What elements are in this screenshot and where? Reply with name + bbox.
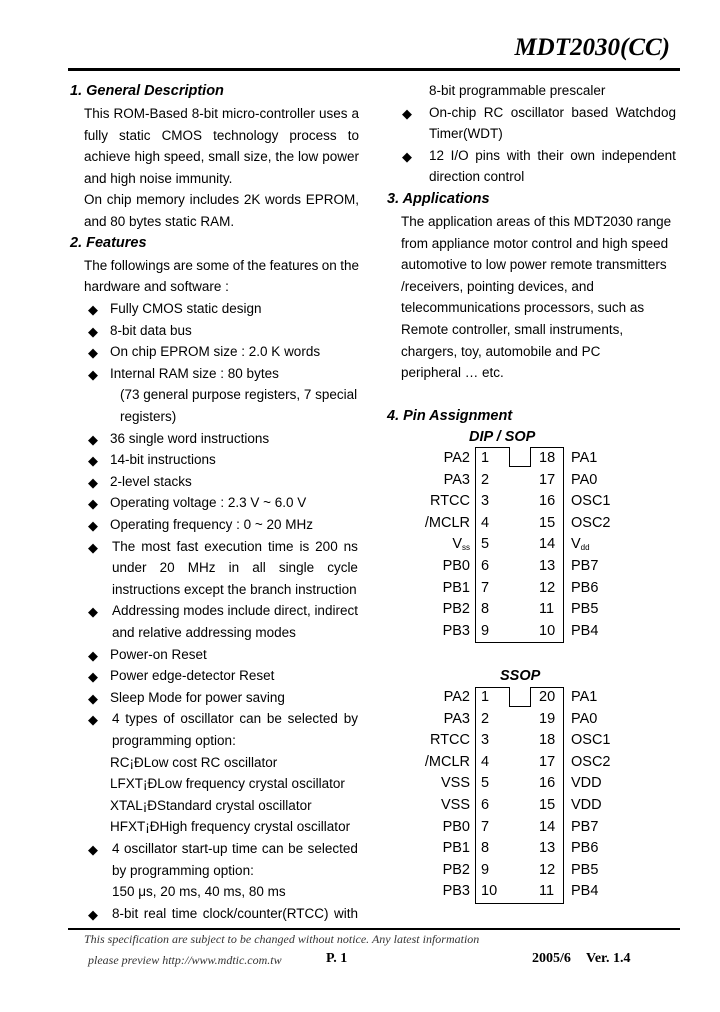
pin-number: 6 (481, 797, 490, 813)
bullet-icon: ◆ (88, 539, 98, 555)
pin-number: 14 (539, 818, 556, 835)
footer-version: Ver. 1.4 (586, 951, 631, 966)
pin-name: OSC2 (571, 514, 611, 531)
features-intro-line: hardware and software : (84, 279, 229, 294)
pin-name: PB0 (442, 558, 470, 574)
pin-name: PB1 (442, 579, 470, 596)
pin-number: 11 (539, 601, 555, 618)
pin-number: 5 (481, 536, 490, 553)
application-line: peripheral … etc. (401, 365, 504, 381)
pin-name: PB7 (571, 558, 599, 574)
pin-number: 9 (481, 622, 490, 639)
bullet-icon: ◆ (88, 345, 98, 361)
bullet-icon: ◆ (88, 518, 98, 533)
bullet-icon: ◆ (88, 323, 98, 339)
general-heading: 1. General Description (70, 83, 224, 99)
feature-item: Operating voltage : 2.3 V ~ 6.0 V (110, 495, 307, 511)
feature-item: by programming option: (112, 862, 254, 878)
ssop-chip-notch (509, 687, 531, 707)
applications-heading: 3. Applications (387, 191, 490, 207)
pin-name: VDD (571, 797, 602, 813)
pin-name: PA3 (443, 710, 470, 727)
pin-number: 1 (481, 450, 490, 466)
pin-name: PB5 (571, 861, 599, 878)
bullet-icon: ◆ (88, 906, 98, 922)
pin-number: 7 (481, 579, 490, 596)
feature-item: instructions except the branch instruction (112, 581, 357, 597)
pin-number: 12 (539, 579, 556, 596)
pin-name: PA3 (443, 471, 470, 488)
pin-number: 3 (481, 493, 490, 510)
bullet-icon: ◆ (88, 842, 98, 857)
feature-item: 8-bit programmable prescaler (429, 83, 606, 98)
feature-item: direction control (429, 169, 525, 185)
pin-number: 14 (539, 536, 556, 553)
pin-name: VSS (440, 797, 470, 813)
pin-number: 11 (539, 883, 555, 900)
feature-item: RC¡ÐLow cost RC oscillator (110, 754, 278, 770)
feature-item: Addressing modes include direct, indirect (112, 603, 358, 619)
feature-item: 14-bit instructions (110, 452, 216, 468)
feature-item: 36 single word instructions (110, 430, 270, 446)
footer-url: please preview http://www.mdtic.com.tw (88, 953, 282, 967)
pin-name: OSC1 (571, 493, 611, 510)
pin-name: /MCLR (424, 514, 470, 531)
pin-number: 2 (481, 471, 490, 488)
feature-item: Power edge-detector Reset (110, 668, 275, 684)
pin-name: RTCC (429, 732, 470, 749)
pin-number: 6 (481, 558, 490, 574)
pin-name: PB5 (571, 601, 599, 618)
pin-number: 12 (539, 861, 556, 878)
feature-item: Internal RAM size : 80 bytes (110, 365, 279, 381)
pin-number: 10 (539, 622, 556, 639)
bullet-icon: ◆ (88, 431, 98, 447)
pin-number: 10 (481, 883, 498, 900)
document-title: MDT2030(CC) (514, 34, 670, 61)
feature-item: Timer(WDT) (429, 126, 503, 142)
feature-item: 150 μs, 20 ms, 40 ms, 80 ms (112, 884, 286, 900)
footer-rule (68, 928, 680, 930)
pin-name: PA0 (571, 471, 598, 488)
bullet-icon: ◆ (88, 302, 98, 317)
pin-number: 8 (481, 601, 490, 618)
general-line: fully static CMOS technology process to (84, 127, 359, 143)
pin-number: 1 (481, 689, 490, 705)
general-line: On chip memory includes 2K words EPROM, (84, 192, 359, 208)
dip-chip-notch (509, 447, 531, 467)
pin-number: 13 (539, 558, 556, 574)
feature-item: 8-bit data bus (110, 322, 192, 338)
feature-item: 4 oscillator start-up time can be selected (112, 841, 358, 856)
bullet-icon: ◆ (88, 712, 98, 728)
header-rule (68, 68, 680, 71)
pin-number: 4 (481, 753, 490, 770)
pin-name: PB6 (571, 840, 599, 857)
pin-name: PB4 (571, 622, 599, 639)
feature-item: programming option: (112, 733, 236, 748)
pin-name: PB3 (442, 622, 470, 639)
pin-name: RTCC (429, 493, 470, 510)
pin-number: 2 (481, 710, 490, 727)
pin-number: 4 (481, 514, 490, 531)
pin-number: 20 (539, 689, 556, 705)
pin-name: PA1 (571, 450, 598, 466)
pin-name: PB3 (442, 883, 470, 900)
feature-item: Operating frequency : 0 ~ 20 MHz (110, 517, 313, 532)
pin-name: PB6 (571, 579, 599, 596)
feature-item: under 20 MHz in all single cycle (112, 560, 358, 576)
general-line: and 80 bytes static RAM. (84, 214, 235, 229)
feature-item: HFXT¡ÐHigh frequency crystal oscillator (110, 819, 351, 835)
feature-item: On chip EPROM size : 2.0 K words (110, 344, 321, 360)
bullet-icon: ◆ (88, 647, 98, 663)
feature-item: Fully CMOS static design (110, 301, 262, 316)
pin-name: VSS (440, 775, 470, 792)
ssop-label: SSOP (500, 668, 541, 684)
bullet-icon: ◆ (402, 105, 412, 121)
feature-item: 12 I/O pins with their own independent (429, 147, 676, 163)
pin-number: 17 (539, 471, 556, 488)
pin-number: 18 (539, 450, 556, 466)
features-heading: 2. Features (70, 235, 147, 251)
pin-number: 9 (481, 861, 490, 878)
feature-item: On-chip RC oscillator based Watchdog (429, 104, 676, 120)
pin-assignment-heading: 4. Pin Assignment (387, 408, 513, 424)
pin-name: PB7 (571, 818, 599, 835)
page-number: P. 1 (326, 951, 348, 966)
feature-item: LFXT¡ÐLow frequency crystal oscillator (110, 776, 345, 792)
pin-number: 3 (481, 732, 490, 749)
bullet-icon: ◆ (88, 690, 98, 706)
pin-name: VDD (571, 775, 602, 792)
pin-number: 15 (539, 514, 556, 531)
features-intro-line: The followings are some of the features on the (84, 258, 359, 273)
footer-date: 2005/6 (532, 951, 571, 966)
pin-number: 13 (539, 840, 556, 857)
pin-name: PA1 (571, 689, 598, 705)
application-line: telecommunications processors, such as (401, 300, 645, 316)
feature-item: XTAL¡ÐStandard crystal oscillator (110, 797, 312, 813)
pin-name: $V_{dd}$ (571, 536, 590, 553)
feature-item: 2-level stacks (110, 473, 192, 489)
application-line: chargers, toy, automobile and PC (401, 343, 601, 359)
feature-item: 4 types of oscillator can be selected by (112, 711, 358, 727)
feature-item: registers) (120, 409, 177, 424)
pin-number: 19 (539, 710, 556, 727)
pin-name: PA0 (571, 710, 598, 727)
pin-number: 15 (539, 797, 556, 813)
application-line: The application areas of this MDT2030 range (401, 214, 672, 229)
application-line: /receivers, pointing devices, and (401, 278, 594, 294)
pin-number: 17 (539, 753, 556, 770)
dip-sop-label: DIP / SOP (469, 429, 536, 445)
bullet-icon: ◆ (88, 474, 98, 490)
pin-name: OSC2 (571, 753, 611, 770)
application-line: automotive to low power remote transmitters (401, 257, 667, 273)
application-line: from appliance motor control and high speed (401, 235, 669, 251)
pin-name: $V_{ss}$ (452, 536, 470, 553)
bullet-icon: ◆ (88, 604, 98, 620)
pin-number: 5 (481, 775, 490, 792)
pin-subscript: dd (580, 543, 590, 553)
bullet-icon: ◆ (88, 366, 98, 382)
pin-name: PB2 (442, 861, 470, 878)
pin-name: PA2 (443, 450, 470, 466)
application-line: Remote controller, small instruments, (401, 322, 624, 337)
feature-item: and relative addressing modes (112, 625, 296, 640)
feature-item: The most fast execution time is 200 ns (112, 538, 358, 554)
pin-number: 18 (539, 732, 556, 749)
pin-name: PB0 (442, 818, 470, 835)
bullet-icon: ◆ (88, 496, 98, 512)
bullet-icon: ◆ (88, 453, 98, 469)
general-line: This ROM-Based 8-bit micro-controller uses a (84, 106, 359, 121)
pin-number: 8 (481, 840, 490, 857)
feature-item: Sleep Mode for power saving (110, 689, 285, 705)
feature-item: (73 general purpose registers, 7 special (120, 387, 358, 403)
feature-item: 8-bit real time clock/counter(RTCC) with (112, 905, 358, 921)
pin-number: 16 (539, 493, 556, 510)
bullet-icon: ◆ (88, 669, 98, 685)
pin-subscript: ss (462, 543, 470, 553)
general-line: achieve high speed, small size, the low power (84, 149, 359, 165)
footer-note: This specification are subject to be changed without notice. Any latest information (84, 932, 480, 946)
pin-name: PB4 (571, 883, 599, 900)
pin-number: 7 (481, 818, 490, 835)
pin-name: PB1 (442, 840, 470, 857)
pin-name: PB2 (442, 601, 470, 618)
general-line: and high noise immunity. (84, 170, 233, 186)
pin-name: /MCLR (424, 753, 470, 770)
pin-number: 16 (539, 775, 556, 792)
pin-name: PA2 (443, 689, 470, 705)
bullet-icon: ◆ (402, 148, 412, 164)
pin-name: OSC1 (571, 732, 611, 749)
feature-item: Power-on Reset (110, 646, 207, 662)
